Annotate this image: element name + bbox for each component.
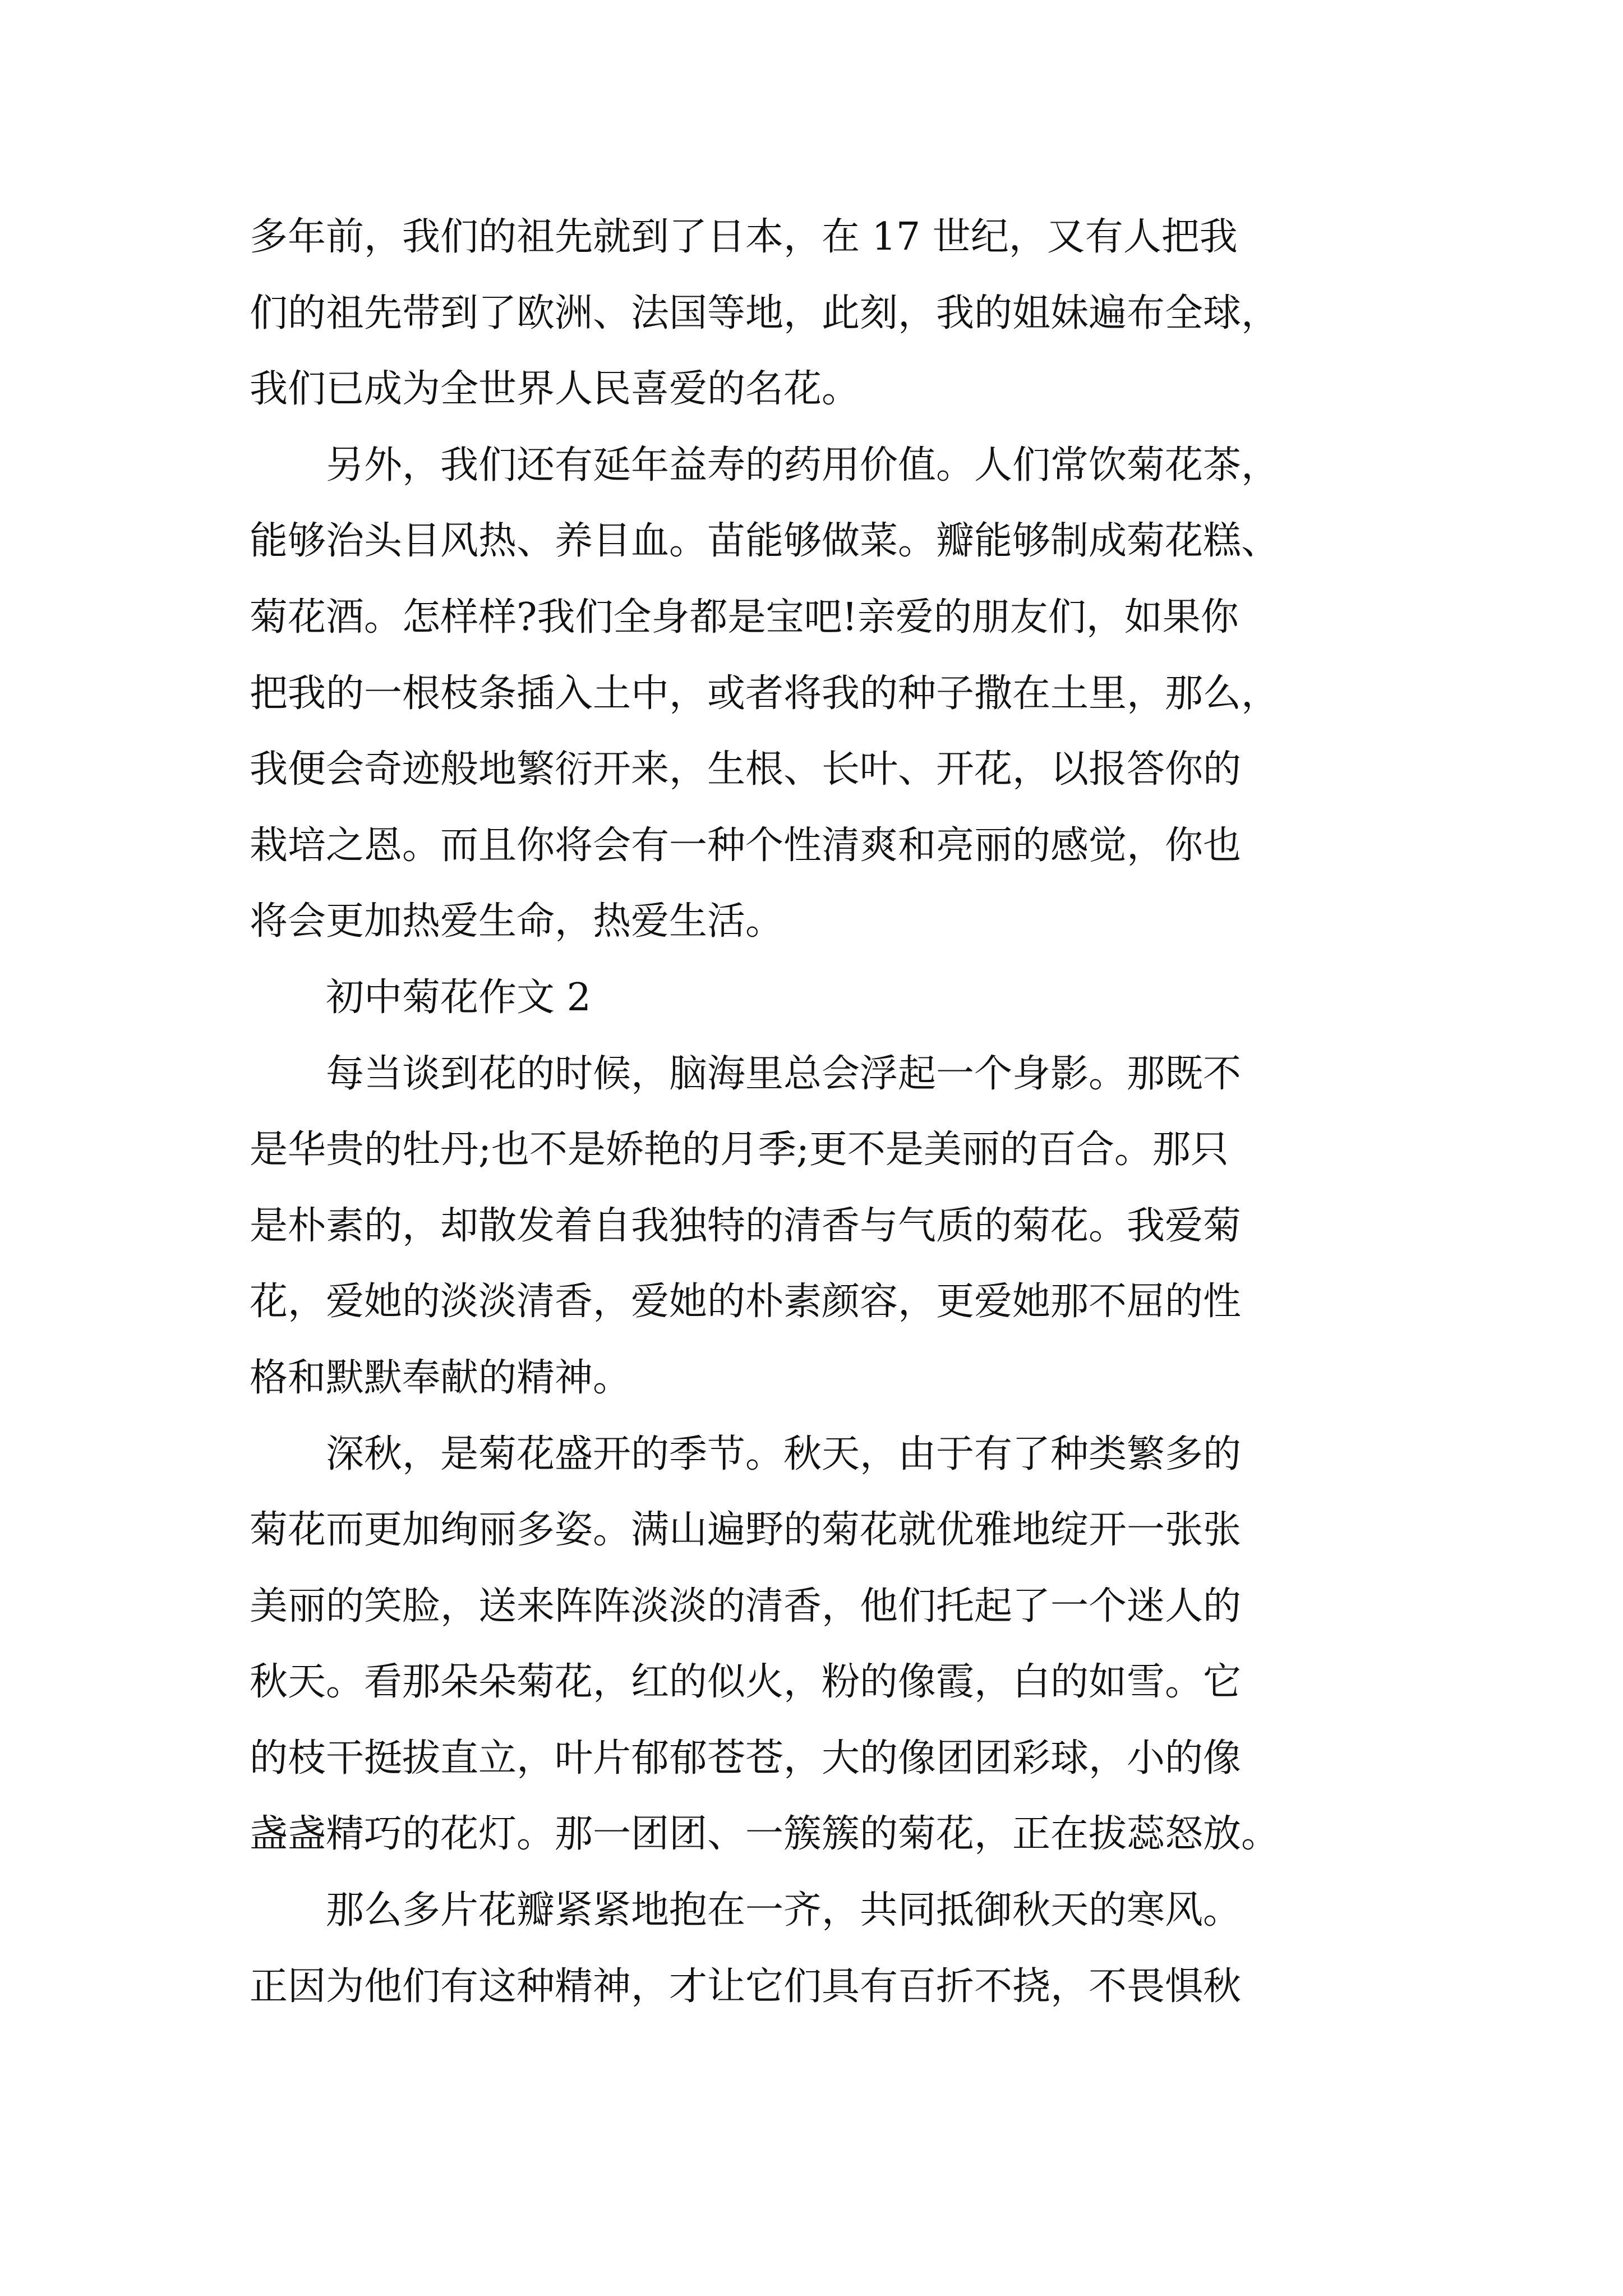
text-line: 们的祖先带到了欧洲、法国等地，此刻，我的姐妹遍布全球， — [250, 291, 1280, 335]
text-line: 把我的一根枝条插入土中，或者将我的种子撒在土里，那么， — [250, 671, 1280, 716]
text-line: 是华贵的牡丹;也不是娇艳的月季;更不是美丽的百合。那只 — [250, 1128, 1229, 1172]
text-line: 将会更加热爱生命，热爱生活。 — [250, 899, 784, 944]
body-text — [250, 199, 1394, 2024]
text-line: 能够治头目风热、养目血。苗能够做菜。瓣能够制成菊花糕、 — [250, 519, 1280, 564]
text-line: 是朴素的，却散发着自我独特的清香与气质的菊花。我爱菊 — [250, 1203, 1242, 1248]
text-line: 花，爱她的淡淡清香，爱她的朴素颜容，更爱她那不屈的性 — [250, 1280, 1242, 1324]
text-line: 深秋，是菊花盛开的季节。秋天，由于有了种类繁多的 — [250, 1432, 1242, 1476]
text-line: 格和默默奉献的精神。 — [250, 1355, 631, 1400]
text-line: 菊花而更加绚丽多姿。满山遍野的菊花就优雅地绽开一张张 — [250, 1508, 1242, 1553]
text-line: 美丽的笑脸，送来阵阵淡淡的清香，他们托起了一个迷人的 — [250, 1584, 1242, 1628]
text-line: 秋天。看那朵朵菊花，红的似火，粉的像霞，白的如雪。它 — [250, 1660, 1242, 1705]
text-line: 多年前，我们的祖先就到了日本，在 17 世纪，又有人把我 — [250, 215, 1238, 259]
text-line: 菊花酒。怎样样?我们全身都是宝吧!亲爱的朋友们，如果你 — [250, 595, 1239, 639]
text-line: 那么多片花瓣紧紧地抱在一齐，共同抵御秋天的寒风。 — [250, 1888, 1242, 1933]
text-line: 我们已成为全世界人民喜爱的名花。 — [250, 367, 860, 412]
text-line: 每当谈到花的时候，脑海里总会浮起一个身影。那既不 — [250, 1051, 1242, 1096]
text-line: 另外，我们还有延年益寿的药用价值。人们常饮菊花茶， — [250, 443, 1280, 487]
text-line: 正因为他们有这种精神，才让它们具有百折不挠，不畏惧秋 — [250, 1964, 1242, 2009]
text-line: 的枝干挺拔直立，叶片郁郁苍苍，大的像团团彩球，小的像 — [250, 1736, 1242, 1780]
text-line: 栽培之恩。而且你将会有一种个性清爽和亮丽的感觉，你也 — [250, 823, 1242, 868]
text-line: 盏盏精巧的花灯。那一团团、一簇簇的菊花，正在拔蕊怒放。 — [250, 1812, 1280, 1857]
section-heading: 初中菊花作文 2 — [250, 975, 591, 1020]
text-line: 我便会奇迹般地繁衍开来，生根、长叶、开花，以报答你的 — [250, 747, 1242, 792]
